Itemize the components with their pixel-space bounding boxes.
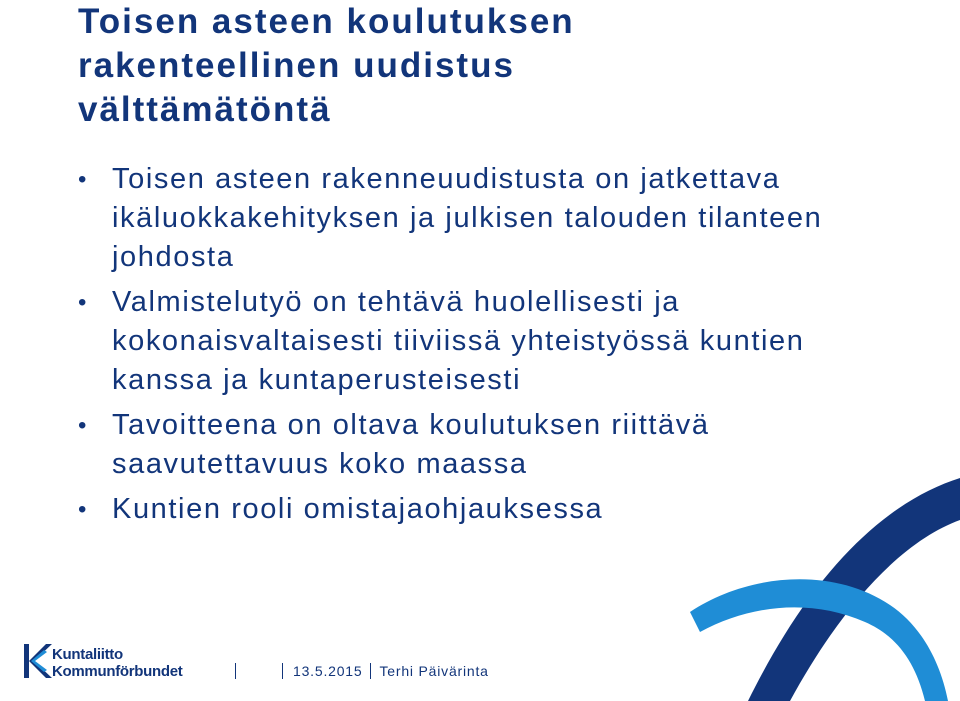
kuntaliitto-k-logo-icon — [20, 636, 54, 684]
title-line: rakenteellinen uudistus — [78, 46, 515, 85]
title-line: Toisen asteen koulutuksen — [78, 2, 575, 41]
footer-author: Terhi Päivärinta — [379, 663, 489, 679]
footer-separator — [370, 663, 371, 679]
title-line: välttämätöntä — [78, 90, 332, 129]
footer-separator — [282, 663, 283, 679]
bullet-list — [78, 160, 898, 535]
bullet-item: • Kuntien rooli omistajaohjauksessa — [78, 490, 898, 529]
kuntaliitto-logo — [20, 636, 200, 684]
bullet-item: • Valmistelutyö on tehtävä huolellisesti ja kokonaisvaltaisesti tiiviissä yhteistyössä kuntien kanssa ja kuntaperusteisesti — [78, 283, 898, 400]
logo-text — [52, 646, 182, 680]
footer — [235, 661, 489, 681]
slide-title — [78, 0, 778, 132]
bullet-item: • Tavoitteena on oltava koulutuksen riittävä saavutettavuus koko maassa — [78, 406, 898, 484]
logo-line: Kommunförbundet — [52, 663, 183, 680]
logo-line: Kuntaliitto — [52, 646, 123, 663]
footer-separator — [235, 663, 236, 679]
bullet-item: • Toisen asteen rakenneuudistusta on jatkettava ikäluokkakehityksen ja julkisen talouden tilanteen johdosta — [78, 160, 898, 277]
footer-date: 13.5.2015 — [293, 663, 363, 679]
